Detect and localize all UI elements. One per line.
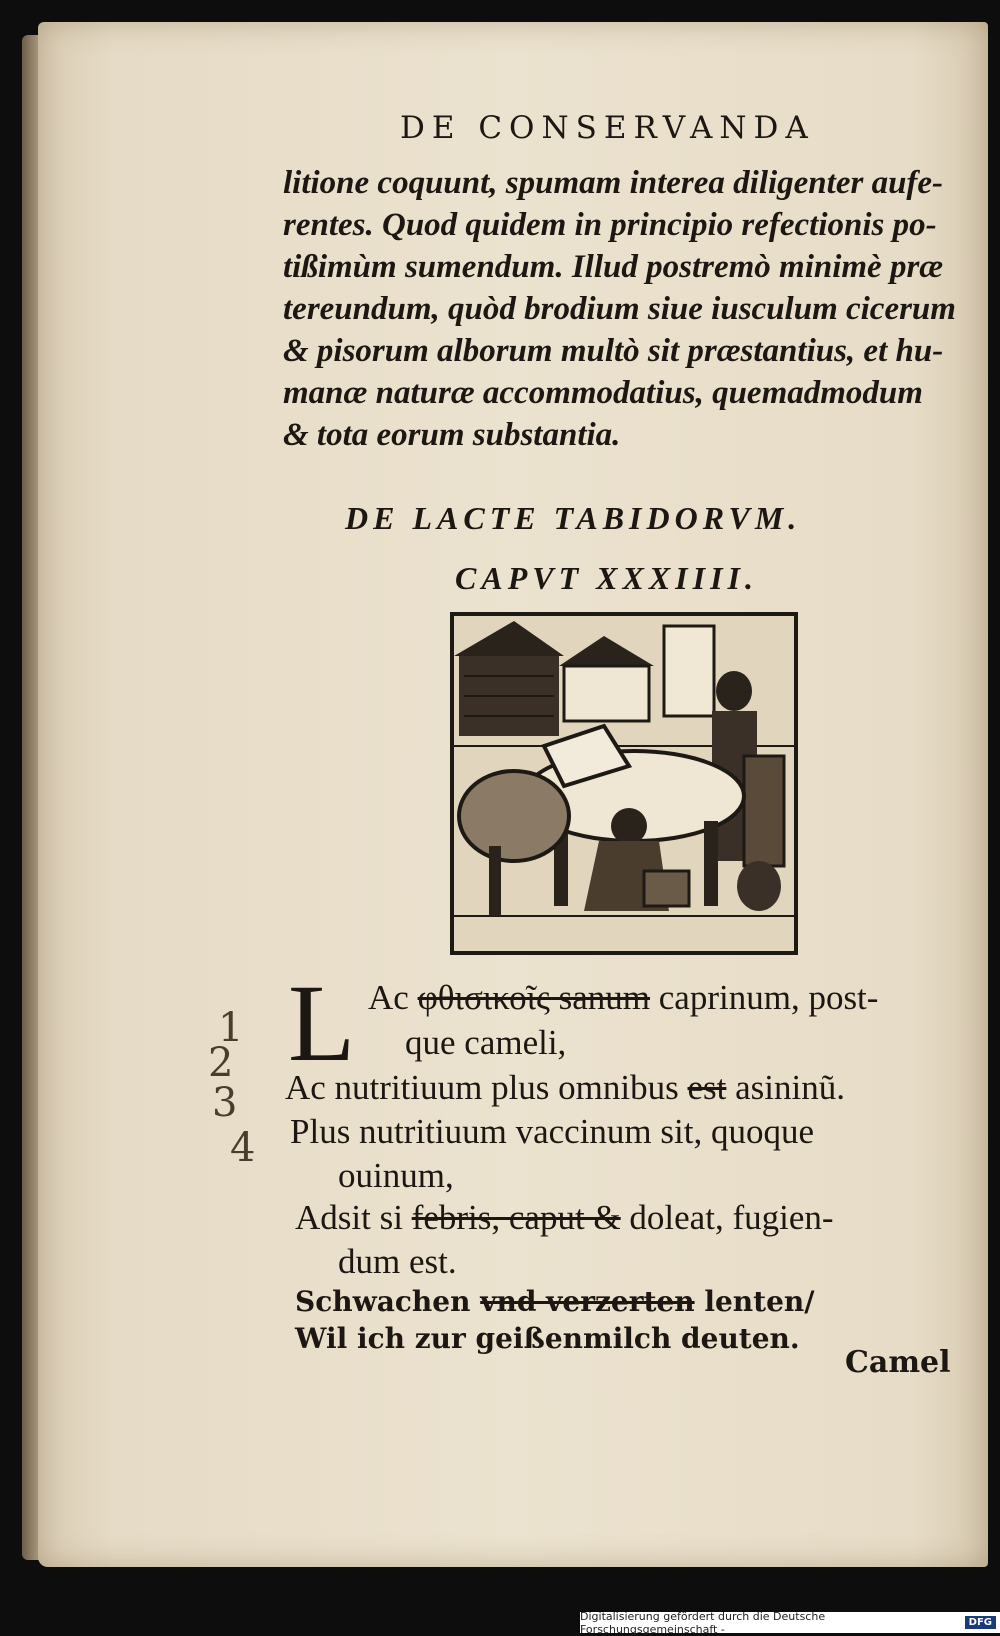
verse-line-1	[368, 978, 878, 1018]
verse-line-3-struck: est	[687, 1068, 727, 1107]
verse-line-1-greek: φθισικοῖς sanum	[417, 978, 651, 1017]
german-line-1-end: lenten/	[694, 1285, 815, 1318]
footer-credit	[580, 1609, 1000, 1636]
verse-line-6-end: doleat, fugien-	[620, 1198, 834, 1237]
verse-line-1-start: Ac	[368, 978, 418, 1017]
verse-line-3	[285, 1068, 845, 1108]
verse-line-1-end: caprinum, post-	[650, 978, 879, 1017]
prose-line-4: tereundum, quòd brodium siue iusculum cicerum	[283, 291, 956, 327]
prose-line-3: tißimùm sumendum. Illud postremò minimè præ	[283, 249, 944, 285]
catchword: Camel	[845, 1345, 951, 1380]
german-line-1	[295, 1285, 814, 1318]
woodcut-illustration	[450, 612, 798, 955]
verse-line-4: Plus nutritiuum vaccinum sit, quoque	[290, 1112, 814, 1151]
margin-note-2: 2	[208, 1040, 234, 1086]
running-header: DE CONSERVANDA	[400, 110, 815, 146]
verse-line-7: dum est.	[338, 1242, 457, 1281]
dfg-logo: DFG	[965, 1616, 996, 1629]
verse-line-6	[295, 1198, 834, 1238]
verse-line-5: ouinum,	[338, 1156, 454, 1195]
prose-line-5: & pisorum alborum multò sit præstantius, et hu-	[283, 333, 944, 369]
footer-text: Digitalisierung gefördert durch die Deutsche Forschungsgemeinschaft -	[580, 1609, 826, 1636]
margin-note-4: 4	[230, 1125, 256, 1171]
margin-note-3: 3	[212, 1080, 238, 1126]
drop-cap: L	[288, 962, 356, 1084]
prose-line-2: rentes. Quod quidem in principio refectionis po-	[283, 207, 937, 243]
german-line-1-start: Schwachen	[295, 1285, 481, 1318]
prose-line-6: manæ naturæ accommodatius, quemadmodum	[283, 375, 923, 411]
verse-line-3-start: Ac nutritiuum plus omnibus	[285, 1068, 688, 1107]
verse-line-3-end: asininũ.	[726, 1068, 845, 1107]
margin-note-1: 1	[218, 1005, 244, 1051]
chapter-heading: CAPVT XXXIIII.	[455, 560, 758, 596]
verse-line-2: que cameli,	[405, 1023, 567, 1062]
prose-line-1: litione coquunt, spumam interea diligenter aufe-	[283, 165, 944, 201]
german-line-1-struck: vnd verzerten	[480, 1285, 695, 1318]
prose-line-7: & tota eorum substantia.	[283, 417, 621, 453]
german-line-2: Wil ich zur geißenmilch deuten.	[295, 1322, 800, 1355]
verse-line-6-struck: febris, caput &	[411, 1198, 621, 1237]
verse-line-6-start: Adsit si	[295, 1198, 412, 1237]
section-title: DE LACTE TABIDORVM.	[345, 500, 802, 536]
